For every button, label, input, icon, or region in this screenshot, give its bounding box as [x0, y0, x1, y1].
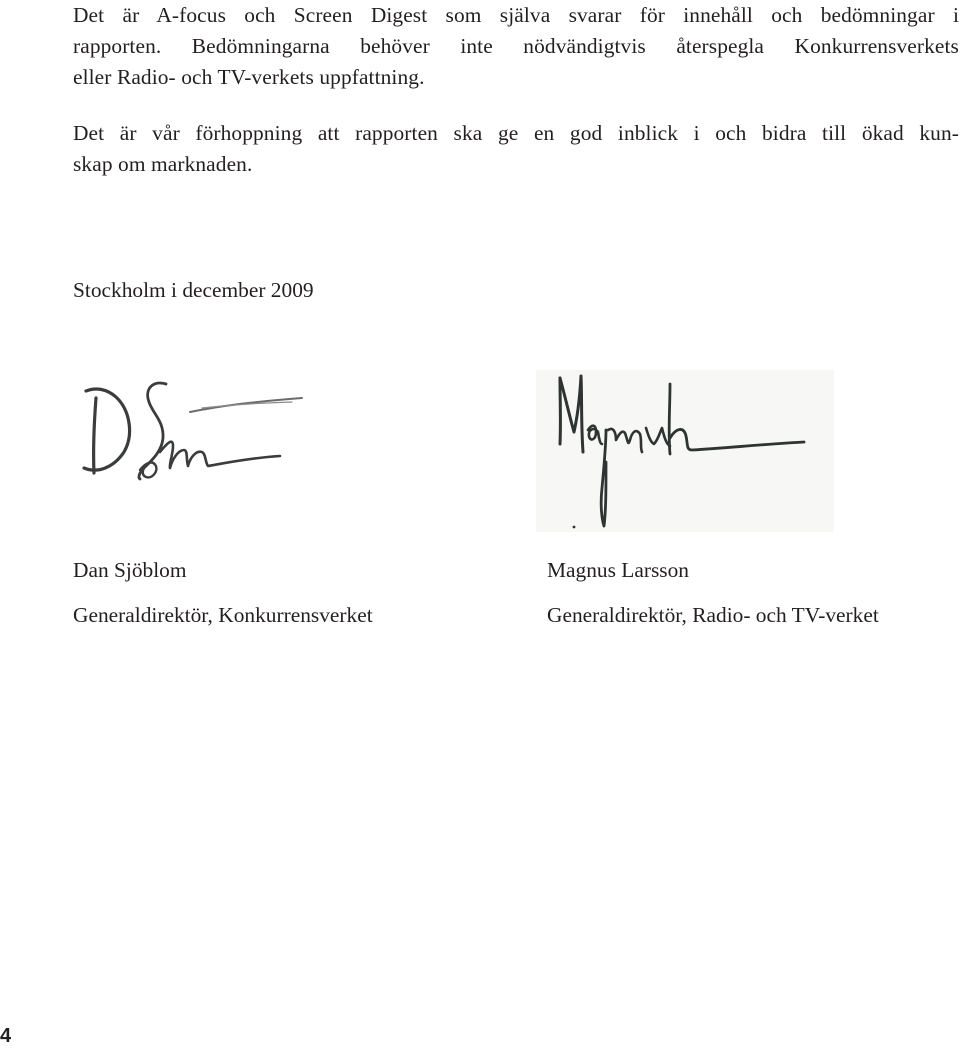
hope-paragraph: [73, 118, 959, 180]
paragraph-line: rapporten. Bedömningarna behöver inte nödvändigtvis återspegla Konkurrensverkets: [73, 34, 959, 58]
signatory-name-left: Dan Sjöblom: [73, 558, 187, 582]
paragraph-line: Det är vår förhoppning att rapporten ska ge en god inblick i och bidra till ökad kun-: [73, 121, 959, 145]
place-and-date: Stockholm i december 2009: [73, 278, 314, 302]
paragraph-line: eller Radio- och TV-verkets uppfattning.: [73, 65, 425, 89]
paragraph-line: Det är A-focus och Screen Digest som själva svarar för innehåll och bedömningar i: [73, 3, 959, 27]
paragraph-line: skap om marknaden.: [73, 152, 253, 176]
signatory-name-right: Magnus Larsson: [547, 558, 689, 582]
intro-paragraph: [73, 0, 959, 93]
signature-dan-sjoblom: [80, 372, 310, 484]
signatory-title-left: Generaldirektör, Konkurrensverket: [73, 603, 373, 627]
signature-magnus-larsson: [536, 370, 834, 532]
signatory-title-right: Generaldirektör, Radio- och TV-verket: [547, 603, 879, 627]
page-number: 4: [0, 1025, 12, 1047]
